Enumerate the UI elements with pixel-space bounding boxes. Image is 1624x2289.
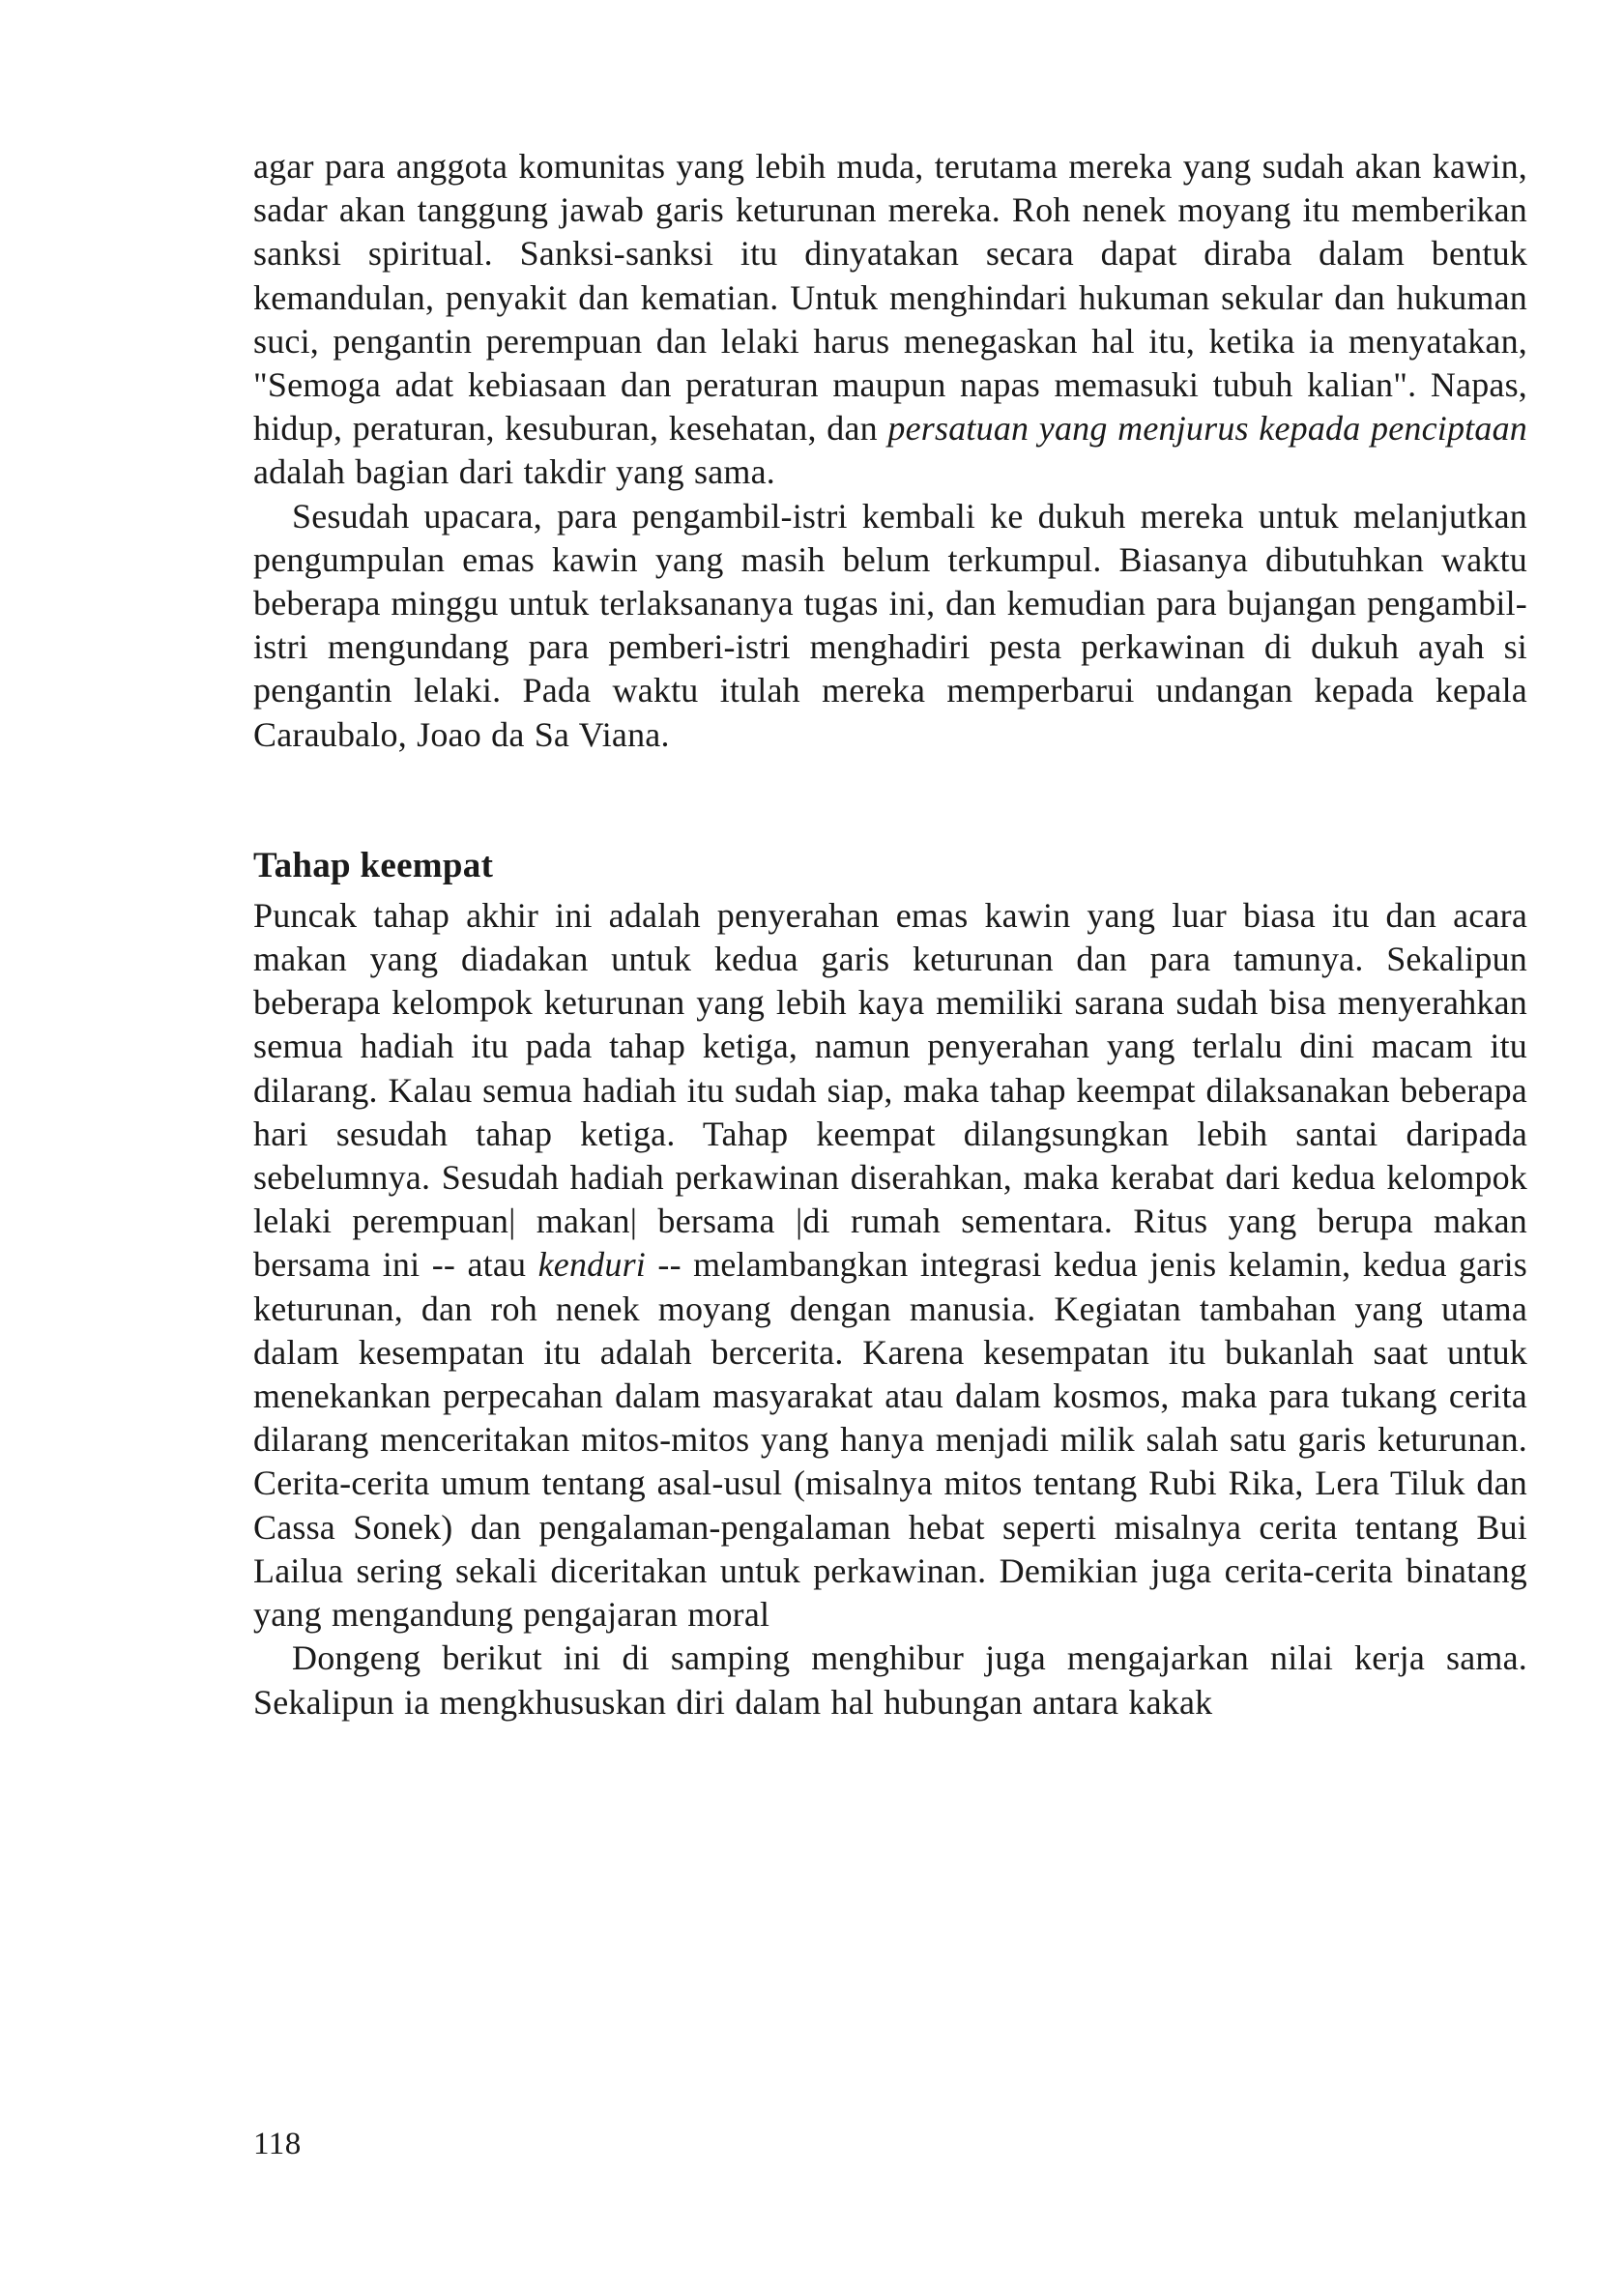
continuation-paragraph [253, 145, 1527, 495]
paragraph-folktale-intro: Dongeng berikut ini di samping menghibur juga mengajarkan nilai kerja sama. Sekalipun ia mengkhususkan diri dalam hal hubungan antara kakak [253, 1638, 1527, 1722]
section-title: Tahap keempat [253, 845, 494, 885]
page-body [253, 145, 1527, 1724]
italic-phrase: persatuan yang menjurus kepada penciptaan [887, 409, 1527, 449]
italic-term: kenduri [537, 1245, 646, 1285]
paragraph-after-ceremony: Sesudah upacara, para pengambil-istri kembali ke dukuh mereka untuk melanjutkan pengumpulan emas kawin yang masih belum terkumpul. Biasanya dibutuhkan waktu beberapa minggu untuk terlaksananya tugas ini, dan kemudian para bujangan pengambil-istri mengundang para pemberi-istri menghadiri pesta perkawinan di dukuh ayah si pengantin lelaki. Pada waktu itulah mereka memperbarui undangan kepada kepala Caraubalo, Joao da Sa Viana. [253, 496, 1527, 754]
paragraph-text: Puncak tahap akhir ini adalah penyerahan emas kawin yang luar biasa itu dan acara makan yang diadakan untuk kedua garis keturunan dan para tamunya. Sekalipun beberapa kelompok keturunan yang lebih kaya memiliki sarana sudah bisa menyerahkan semua hadiah itu pada tahap ketiga, namun penyerahan yang terlalu dini macam itu dilarang. Kalau semua hadiah itu sudah siap, maka tahap keempat dilaksanakan beberapa hari sesudah tahap ketiga. Tahap keempat dilangsungkan lebih santai daripada sebelumnya. Sesudah hadiah perkawinan diserahkan, maka kerabat dari kedua kelompok lelaki perempuan| makan| bersama |di rumah sementara. Ritus yang berupa makan bersama ini -- atau [253, 895, 1527, 1285]
page-number: 118 [253, 2127, 302, 2161]
paragraph-text: -- melambangkan integrasi kedua jenis kelamin, kedua garis keturunan, dan roh nenek moyang dengan manusia. Kegiatan tambahan yang utama dalam kesempatan itu adalah bercerita. Karena kesempatan itu bukanlah saat untuk menekankan perpecahan dalam masyarakat atau dalam kosmos, maka para tukang cerita dilarang menceritakan mitos-mitos yang hanya menjadi milik salah satu garis keturunan. Cerita-cerita umum tentang asal-usul (misalnya mitos tentang Rubi Rika, Lera Tiluk dan Cassa Sonek) dan pengalaman-pengalaman hebat seperti misalnya cerita tentang Bui Lailua sering sekali diceritakan untuk perkawinan. Demikian juga cerita-cerita binatang yang mengandung pengajaran moral [253, 1245, 1527, 1635]
paragraph-text: agar para anggota komunitas yang lebih muda, terutama mereka yang sudah akan kawin, sadar akan tanggung jawab garis keturunan mereka. Roh nenek moyang itu memberikan sanksi spiritual. Sanksi-sanksi itu dinyatakan secara dapat diraba dalam bentuk kemandulan, penyakit dan kematian. Untuk menghindari hukuman sekular dan hukuman suci, pengantin perempuan dan lelaki harus menegaskan hal itu, ketika ia menyatakan, "Semoga adat kebiasaan dan peraturan maupun napas memasuki tubuh kalian". Napas, hidup, peraturan, kesuburan, kesehatan, dan [253, 147, 1527, 449]
paragraph-stage-four [253, 894, 1527, 1637]
paragraph-text: adalah bagian dari takdir yang sama. [253, 452, 775, 492]
